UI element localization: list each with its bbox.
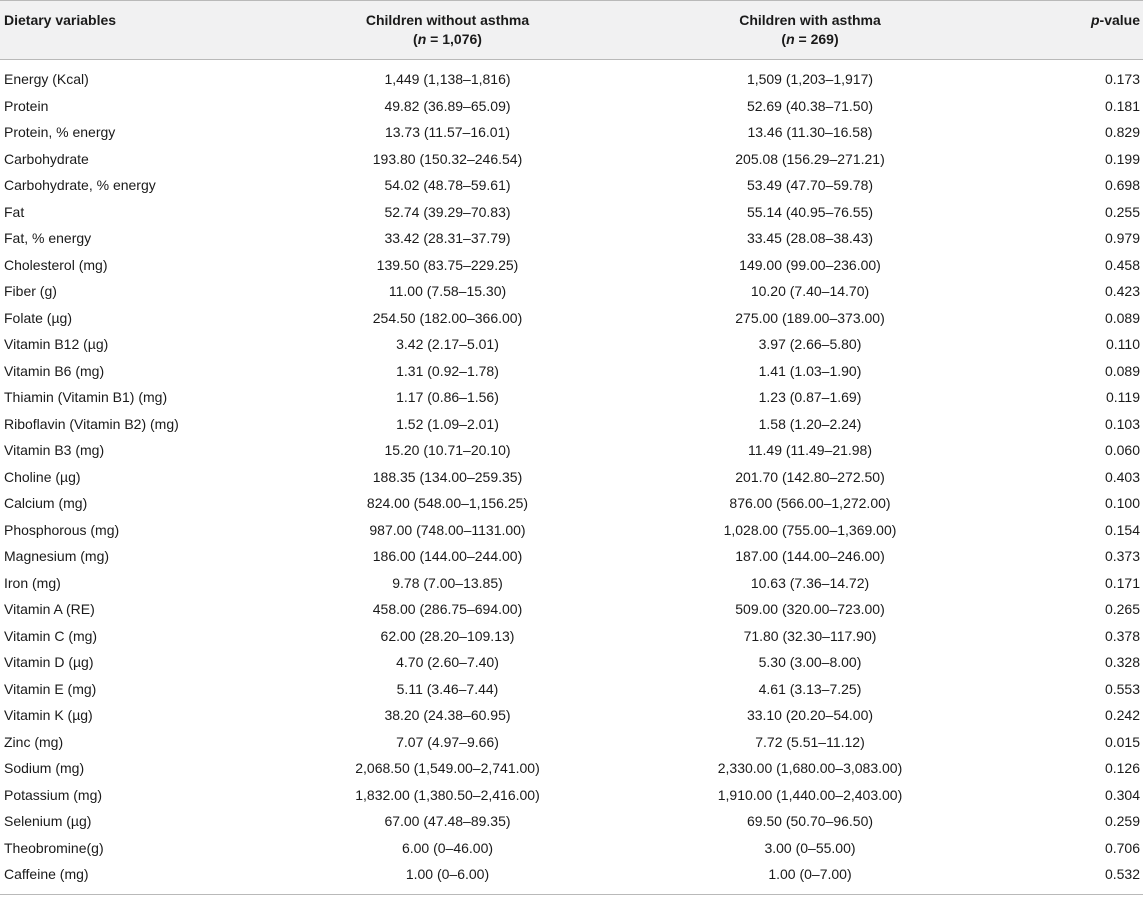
cell-with-asthma: 71.80 (32.30–117.90) (743, 627, 877, 644)
cell-dietary-variable: Zinc (mg) (4, 733, 64, 750)
table-row (0, 331, 1143, 358)
cell-dietary-variable: Vitamin C (mg) (4, 627, 98, 644)
cell-dietary-variable: Selenium (µg) (4, 813, 92, 830)
table-row (0, 570, 1143, 597)
cell-with-asthma: 201.70 (142.80–272.50) (735, 468, 885, 485)
cell-p-value: 0.242 (1104, 707, 1140, 724)
cell-p-value: 0.979 (1104, 230, 1140, 247)
cell-p-value: 0.378 (1104, 627, 1140, 644)
cell-with-asthma: 33.45 (28.08–38.43) (746, 230, 874, 247)
cell-without-asthma: 67.00 (47.48–89.35) (384, 813, 511, 830)
table-row (0, 729, 1143, 756)
cell-dietary-variable: Phosphorous (mg) (4, 521, 120, 538)
cell-without-asthma: 54.02 (48.78–59.61) (384, 177, 511, 194)
cell-p-value: 0.304 (1104, 786, 1140, 803)
cell-with-asthma: 69.50 (50.70–96.50) (746, 813, 874, 830)
cell-without-asthma: 4.70 (2.60–7.40) (396, 654, 499, 671)
cell-without-asthma: 1.17 (0.86–1.56) (396, 389, 499, 406)
cell-p-value: 0.199 (1104, 150, 1140, 167)
cell-without-asthma: 458.00 (286.75–694.00) (372, 601, 523, 618)
cell-p-value: 0.119 (1106, 389, 1140, 406)
table-row (0, 146, 1143, 173)
cell-with-asthma: 2,330.00 (1,680.00–3,083.00) (717, 760, 903, 777)
table-row (0, 358, 1143, 385)
table-row (0, 437, 1143, 464)
cell-without-asthma: 49.82 (36.89–65.09) (384, 97, 511, 114)
cell-p-value: 0.423 (1104, 283, 1140, 300)
cell-p-value: 0.553 (1104, 680, 1140, 697)
cell-with-asthma: 149.00 (99.00–236.00) (739, 256, 881, 273)
cell-dietary-variable: Caffeine (mg) (0, 861, 265, 894)
cell-with-asthma: 13.46 (11.30–16.58) (747, 124, 873, 141)
cell-without-asthma: 188.35 (134.00–259.35) (372, 468, 523, 485)
cell-without-asthma: 1,449 (1,138–1,816) (384, 71, 511, 88)
cell-dietary-variable: Cholesterol (mg) (4, 256, 108, 273)
cell-with-asthma: 205.08 (156.29–271.21) (735, 150, 885, 167)
cell-with-asthma: 11.49 (11.49–21.98) (747, 442, 873, 459)
cell-without-asthma: 15.20 (10.71–20.10) (384, 442, 511, 459)
cell-dietary-variable: Choline (µg) (4, 468, 81, 485)
cell-with-asthma: 1,028.00 (755.00–1,369.00) (723, 521, 897, 538)
cell-without-asthma: 139.50 (83.75–229.25) (376, 256, 519, 273)
cell-without-asthma: 11.00 (7.58–15.30) (388, 283, 507, 300)
cell-p-value: 0.706 (1104, 839, 1140, 856)
cell-p-value: 0.154 (1104, 521, 1140, 538)
table-row (0, 119, 1143, 146)
header-children-without-asthma (265, 1, 630, 60)
table-body (0, 60, 1143, 895)
cell-without-asthma: 3.42 (2.17–5.01) (396, 336, 499, 353)
table-row (0, 835, 1143, 862)
n-symbol: n (417, 31, 427, 47)
cell-with-asthma: 55.14 (40.95–76.55) (746, 203, 874, 220)
cell-dietary-variable: Calcium (mg) (4, 495, 88, 512)
p-symbol: p (1090, 12, 1100, 28)
table-row (0, 199, 1143, 226)
table-row (0, 623, 1143, 650)
cell-without-asthma: 1.00 (0–6.00) (265, 861, 630, 894)
cell-dietary-variable: Folate (µg) (4, 309, 72, 326)
header-dietary-variables: Dietary variables (0, 1, 265, 60)
table-row (0, 755, 1143, 782)
n-symbol: n (786, 31, 795, 47)
table-row (0, 411, 1143, 438)
cell-p-value: 0.829 (1104, 124, 1140, 141)
table-row (0, 464, 1143, 491)
table-row (0, 676, 1143, 703)
header-p-value (990, 1, 1143, 60)
cell-p-value: 0.173 (1104, 71, 1140, 88)
cell-without-asthma: 987.00 (748.00–1131.00) (369, 521, 526, 538)
table-row (0, 596, 1143, 623)
cell-with-asthma: 509.00 (320.00–723.00) (735, 601, 885, 618)
table-row (0, 278, 1143, 305)
n-value: = 269) (794, 31, 839, 47)
cell-dietary-variable: Theobromine(g) (4, 839, 104, 856)
table-row (0, 543, 1143, 570)
cell-with-asthma: 1,910.00 (1,440.00–2,403.00) (717, 786, 903, 803)
cell-with-asthma: 1,509 (1,203–1,917) (746, 71, 874, 88)
cell-dietary-variable: Protein, % energy (4, 124, 116, 141)
cell-dietary-variable: Fat, % energy (4, 230, 92, 247)
cell-dietary-variable: Vitamin A (RE) (4, 601, 95, 618)
header-children-with-asthma (630, 1, 990, 60)
table-row (0, 93, 1143, 120)
cell-dietary-variable: Energy (Kcal) (4, 71, 89, 88)
cell-p-value: 0.103 (1104, 415, 1140, 432)
cell-without-asthma: 13.73 (11.57–16.01) (384, 124, 511, 141)
cell-dietary-variable: Thiamin (Vitamin B1) (mg) (4, 389, 168, 406)
table-row (0, 172, 1143, 199)
cell-dietary-variable: Vitamin K (µg) (4, 707, 93, 724)
cell-with-asthma: 876.00 (566.00–1,272.00) (729, 495, 891, 512)
cell-with-asthma: 1.00 (0–7.00) (630, 861, 990, 894)
cell-dietary-variable: Carbohydrate, % energy (4, 177, 156, 194)
cell-with-asthma: 53.49 (47.70–59.78) (746, 177, 874, 194)
p-value-suffix: -value (1099, 12, 1140, 28)
table-row (0, 702, 1143, 729)
cell-p-value: 0.403 (1104, 468, 1140, 485)
cell-p-value: 0.110 (1106, 336, 1140, 353)
cell-without-asthma: 62.00 (28.20–109.13) (380, 627, 515, 644)
cell-without-asthma: 824.00 (548.00–1,156.25) (366, 495, 529, 512)
cell-p-value: 0.532 (990, 861, 1143, 894)
header-row (0, 1, 1143, 60)
header-with-n: (n = 269) (781, 31, 839, 47)
cell-p-value: 0.698 (1104, 177, 1140, 194)
cell-dietary-variable: Vitamin B12 (µg) (4, 336, 109, 353)
cell-p-value: 0.015 (1104, 733, 1140, 750)
header-without-title: Children without asthma (365, 12, 530, 28)
cell-with-asthma: 1.23 (0.87–1.69) (758, 389, 862, 406)
cell-with-asthma: 3.97 (2.66–5.80) (758, 336, 862, 353)
cell-dietary-variable: Fat (4, 203, 25, 220)
cell-without-asthma: 186.00 (144.00–244.00) (372, 548, 523, 565)
cell-without-asthma: 193.80 (150.32–246.54) (372, 150, 523, 167)
table-row (0, 782, 1143, 809)
cell-dietary-variable: Carbohydrate (4, 150, 89, 167)
cell-with-asthma: 10.63 (7.36–14.72) (750, 574, 870, 591)
header-with-title: Children with asthma (739, 12, 881, 28)
cell-without-asthma: 1.52 (1.09–2.01) (396, 415, 499, 432)
cell-p-value: 0.181 (1104, 97, 1140, 114)
cell-dietary-variable: Fiber (g) (4, 283, 57, 300)
cell-with-asthma: 52.69 (40.38–71.50) (746, 97, 874, 114)
table-row (0, 517, 1143, 544)
table-row (0, 649, 1143, 676)
cell-without-asthma: 2,068.50 (1,549.00–2,741.00) (355, 760, 540, 777)
cell-p-value: 0.373 (1104, 548, 1140, 565)
cell-p-value: 0.458 (1104, 256, 1140, 273)
cell-p-value: 0.100 (1104, 495, 1140, 512)
cell-p-value: 0.060 (1104, 442, 1140, 459)
cell-without-asthma: 9.78 (7.00–13.85) (392, 574, 503, 591)
cell-p-value: 0.265 (1104, 601, 1140, 618)
table-row (0, 252, 1143, 279)
cell-dietary-variable: Magnesium (mg) (4, 548, 110, 565)
cell-dietary-variable: Vitamin B6 (mg) (4, 362, 105, 379)
cell-without-asthma: 33.42 (28.31–37.79) (384, 230, 511, 247)
table-row (0, 384, 1143, 411)
cell-without-asthma: 1.31 (0.92–1.78) (396, 362, 499, 379)
cell-p-value: 0.089 (1104, 362, 1140, 379)
table-row (0, 305, 1143, 332)
n-value: = 1,076) (426, 31, 482, 47)
cell-with-asthma: 10.20 (7.40–14.70) (750, 283, 870, 300)
table-row (0, 490, 1143, 517)
cell-dietary-variable: Riboflavin (Vitamin B2) (mg) (4, 415, 179, 432)
cell-dietary-variable: Iron (mg) (4, 574, 61, 591)
cell-with-asthma: 1.41 (1.03–1.90) (758, 362, 862, 379)
table-row (0, 861, 1143, 894)
cell-with-asthma: 275.00 (189.00–373.00) (735, 309, 885, 326)
cell-without-asthma: 254.50 (182.00–366.00) (372, 309, 523, 326)
cell-without-asthma: 38.20 (24.38–60.95) (384, 707, 511, 724)
cell-p-value: 0.089 (1104, 309, 1140, 326)
cell-with-asthma: 3.00 (0–55.00) (764, 839, 856, 856)
cell-dietary-variable: Vitamin D (µg) (4, 654, 94, 671)
cell-without-asthma: 6.00 (0–46.00) (401, 839, 494, 856)
cell-with-asthma: 1.58 (1.20–2.24) (758, 415, 862, 432)
cell-without-asthma: 7.07 (4.97–9.66) (396, 733, 499, 750)
table-row (0, 808, 1143, 835)
cell-with-asthma: 187.00 (144.00–246.00) (735, 548, 885, 565)
header-without-n: (n = 1,076) (413, 31, 482, 47)
cell-p-value: 0.255 (1104, 203, 1140, 220)
cell-with-asthma: 4.61 (3.13–7.25) (758, 680, 862, 697)
cell-p-value: 0.259 (1104, 813, 1140, 830)
table-header (0, 1, 1143, 60)
cell-p-value: 0.126 (1104, 760, 1140, 777)
cell-without-asthma: 5.11 (3.46–7.44) (396, 680, 499, 697)
cell-without-asthma: 52.74 (39.29–70.83) (384, 203, 511, 220)
cell-dietary-variable: Sodium (mg) (4, 760, 85, 777)
cell-dietary-variable: Potassium (mg) (4, 786, 103, 803)
cell-p-value: 0.171 (1104, 574, 1140, 591)
cell-dietary-variable: Vitamin B3 (mg) (4, 442, 105, 459)
cell-dietary-variable: Protein (4, 97, 49, 114)
cell-dietary-variable: Vitamin E (mg) (4, 680, 97, 697)
cell-without-asthma: 1,832.00 (1,380.50–2,416.00) (355, 786, 540, 803)
cell-with-asthma: 33.10 (20.20–54.00) (746, 707, 874, 724)
table-row (0, 60, 1143, 93)
cell-with-asthma: 7.72 (5.51–11.12) (755, 733, 865, 750)
cell-p-value: 0.328 (1104, 654, 1140, 671)
cell-with-asthma: 5.30 (3.00–8.00) (758, 654, 862, 671)
table-row (0, 225, 1143, 252)
